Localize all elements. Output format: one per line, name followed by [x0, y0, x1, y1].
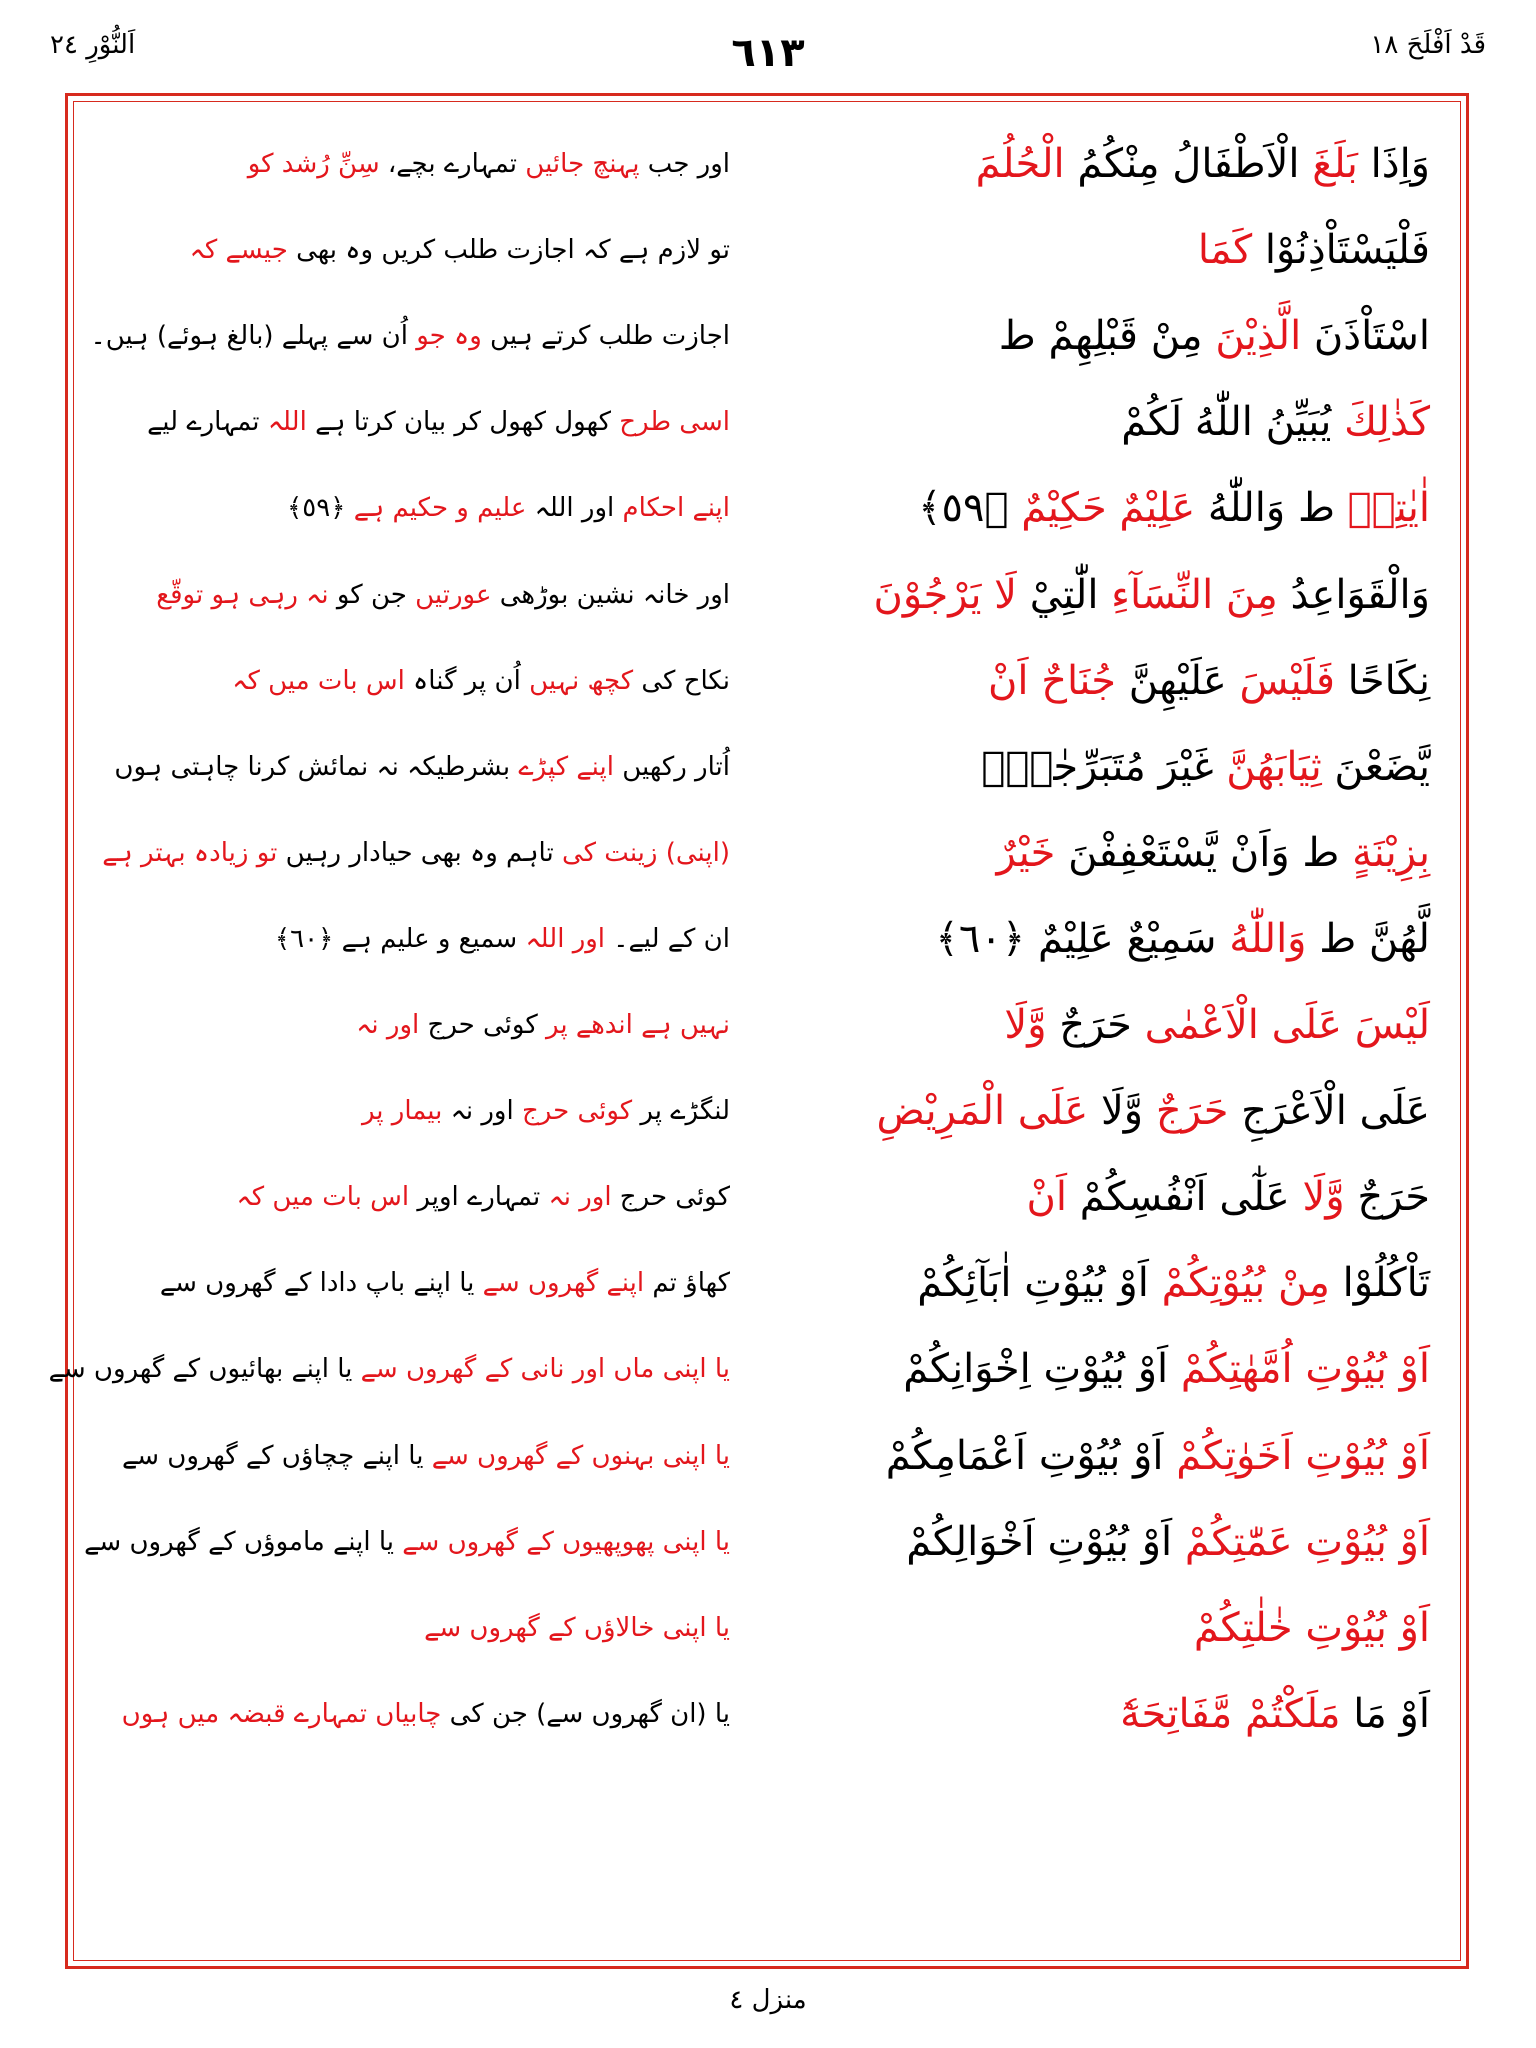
arabic-text-segment: اَوْ بُيُوْتِ اُمَّهٰتِكُمْ: [1180, 1346, 1430, 1393]
urdu-text-segment: سمیع و علیم ہے ﴿٦٠﴾: [274, 923, 526, 954]
arabic-text-segment: لَيْسَ عَلَى الْاَعْمٰى: [1144, 1002, 1430, 1048]
arabic-text-segment: مَلَكْتُمْ مَّفَاتِحَهٗٓ: [1120, 1690, 1341, 1737]
urdu-translation-line: [48, 1329, 730, 1409]
urdu-translation-line: [100, 1416, 730, 1496]
arabic-text-segment: يُبَيِّنُ اللّٰهُ لَكُمْ: [1121, 399, 1345, 446]
arabic-text-segment: مِنْ قَبْلِهِمْ ط: [998, 313, 1216, 360]
urdu-text-segment: اور نہ: [548, 1182, 612, 1213]
urdu-text-segment: جیسے کہ: [189, 235, 288, 266]
urdu-translation-line: [100, 555, 730, 635]
arabic-text-segment: كَمَا: [1197, 227, 1253, 274]
arabic-verse-line: [750, 1416, 1430, 1496]
juz-name-header: قَدْ اَفْلَحَ ١٨: [1370, 30, 1486, 60]
urdu-text-segment: یا اپنی پھوپھیوں کے گھروں سے: [402, 1526, 730, 1557]
verse-row: [100, 813, 1430, 893]
urdu-text-segment: اللہ: [267, 407, 307, 438]
arabic-verse-line: [750, 124, 1430, 204]
arabic-text-segment: بَلَغَ: [1299, 141, 1358, 187]
manzil-footer: منزل ٤: [729, 1985, 807, 2015]
verse-row: [100, 210, 1430, 290]
verse-row: [100, 899, 1430, 979]
urdu-text-segment: اپنے احکام: [622, 493, 730, 524]
arabic-text-segment: خَيْرٌ: [996, 829, 1056, 876]
arabic-verse-line: [750, 382, 1430, 462]
arabic-text-segment: فَلَيْسَ: [1239, 657, 1335, 704]
urdu-text-segment: (اپنی) زینت کی: [561, 837, 730, 868]
arabic-text-segment: اَوْ بُيُوْتِ عَمّٰتِكُمْ: [1184, 1518, 1430, 1565]
urdu-text-segment: یا اپنی ماں اور نانی کے گھروں سے: [360, 1354, 730, 1385]
verse-row: [100, 1243, 1430, 1323]
arabic-text-segment: اَوْ مَا: [1340, 1690, 1430, 1737]
arabic-text-segment: وَّلَا: [1302, 1174, 1345, 1221]
urdu-translation-line: [100, 1071, 730, 1151]
arabic-text-segment: ﴿٥٩﴾: [918, 485, 1022, 532]
arabic-text-segment: اَوْ بُيُوْتِ اَعْمَامِكُمْ: [885, 1432, 1177, 1479]
arabic-text-segment: عَلَى الْاَعْرَجِ: [1228, 1088, 1430, 1135]
arabic-text-segment: اسْتَاْذَنَ: [1301, 313, 1430, 360]
urdu-text-segment: سِنِّ رُشد کو: [247, 149, 380, 179]
verse-row: [84, 1502, 1430, 1582]
page-header: [50, 30, 1486, 78]
arabic-verse-line: [750, 641, 1430, 721]
arabic-verse-line: [750, 468, 1430, 548]
urdu-translation-line: [100, 1588, 730, 1668]
arabic-verse-line: [750, 296, 1430, 376]
arabic-text-segment: كَذٰلِكَ: [1344, 399, 1430, 446]
arabic-text-segment: مِنْ بُيُوْتِكُمْ: [1161, 1260, 1330, 1307]
urdu-text-segment: علیم و حکیم ہے: [353, 493, 527, 524]
urdu-text-segment: لنگڑے پر: [632, 1096, 730, 1127]
urdu-text-segment: اور جب: [639, 149, 730, 179]
arabic-text-segment: ط وَاَنْ يَّسْتَعْفِفْنَ: [1055, 829, 1353, 876]
arabic-text-segment: لَا يَرْجُوْنَ: [873, 571, 1017, 618]
page-number: ٦١٣: [731, 30, 805, 76]
urdu-text-segment: یا اپنے ماموؤں کے گھروں سے: [84, 1526, 403, 1557]
arabic-text-segment: حَرَجٌ: [1046, 1002, 1145, 1048]
urdu-text-segment: اور خانہ نشین بوڑھی: [491, 579, 730, 610]
arabic-text-segment: الْحُلُمَ: [975, 141, 1065, 187]
urdu-text-segment: تمہارے اوپر: [409, 1182, 549, 1213]
verse-row: [100, 124, 1430, 204]
arabic-text-segment: حَرَجٌ: [1155, 1088, 1229, 1135]
arabic-text-segment: غَيْرَ مُتَبَرِّجٰتٍۭ: [981, 743, 1227, 790]
urdu-text-segment: کھاؤ تم: [644, 1268, 730, 1299]
arabic-text-segment: اَوْ بُيُوْتِ اِخْوَانِكُمْ: [903, 1346, 1181, 1393]
arabic-text-segment: ط وَاللّٰهُ: [1195, 485, 1348, 532]
arabic-verse-line: [750, 899, 1430, 979]
arabic-verse-line: [750, 1674, 1430, 1754]
urdu-text-segment: اور اللہ: [526, 493, 623, 524]
verse-row: [100, 641, 1430, 721]
arabic-text-segment: الَّذِيْنَ: [1215, 313, 1302, 360]
arabic-text-segment: الْاَطْفَالُ مِنْكُمُ: [1064, 141, 1300, 187]
urdu-text-segment: اسی طرح: [619, 407, 730, 438]
urdu-text-segment: اور اللہ: [525, 923, 606, 954]
urdu-text-segment: ﴿٥٩﴾: [287, 493, 354, 524]
arabic-text-segment: لَّهُنَّ ط: [1306, 915, 1430, 962]
urdu-text-segment: اُن پر گناہ: [404, 665, 530, 696]
arabic-text-segment: وَالْقَوَاعِدُ: [1277, 571, 1430, 618]
arabic-verse-line: [750, 210, 1430, 290]
urdu-translation-line: [100, 641, 730, 721]
arabic-verse-line: [750, 1329, 1430, 1409]
arabic-verse-line: [750, 1588, 1430, 1668]
urdu-translation-line: [100, 210, 730, 290]
urdu-text-segment: کوئی حرج: [521, 1096, 633, 1127]
arabic-text-segment: وَّلَا: [1004, 1002, 1047, 1048]
arabic-text-segment: اَنْ: [1026, 1174, 1068, 1221]
verse-row: [100, 468, 1430, 548]
arabic-text-segment: جُنَاحٌ اَنْ: [988, 657, 1117, 704]
urdu-text-segment: تاہم وہ بھی حیادار رہیں: [277, 837, 562, 868]
verse-row: [100, 1157, 1430, 1237]
arabic-verse-line: [750, 1157, 1430, 1237]
urdu-text-segment: یا اپنے چچاؤں کے گھروں سے: [122, 1440, 432, 1471]
urdu-translation-line: [100, 1157, 730, 1237]
arabic-verse-line: [750, 1071, 1430, 1151]
urdu-text-segment: پہنچ جائیں: [525, 149, 640, 179]
arabic-verse-line: [750, 1243, 1430, 1323]
urdu-text-segment: اپنے کپڑے: [518, 751, 614, 782]
arabic-text-segment: عَلِيْمٌ حَكِيْمٌ: [1021, 485, 1196, 532]
urdu-text-segment: تو زیادہ بہتر ہے: [102, 837, 278, 868]
urdu-translation-line: [90, 296, 730, 376]
urdu-text-segment: کھول کھول کر بیان کرتا ہے: [306, 407, 620, 438]
verse-row: [100, 1071, 1430, 1151]
verse-row: [100, 727, 1430, 807]
urdu-text-segment: تو لازم ہے کہ اجازت طلب کریں وہ بھی: [287, 235, 730, 266]
urdu-text-segment: اور نہ: [442, 1096, 522, 1127]
urdu-text-segment: یا اپنے بھائیوں کے گھروں سے: [48, 1354, 361, 1385]
arabic-text-segment: وَّلَا: [1088, 1088, 1156, 1135]
urdu-translation-line: [84, 1502, 730, 1582]
urdu-translation-line: [100, 124, 730, 204]
urdu-text-segment: وہ جو: [416, 321, 482, 352]
arabic-text-segment: سَمِيْعٌ عَلِيْمٌ ﴿٦٠﴾: [935, 915, 1230, 962]
arabic-text-segment: يَّضَعْنَ: [1321, 743, 1430, 790]
urdu-text-segment: بیمار پر: [361, 1096, 443, 1127]
urdu-text-segment: اس بات میں کہ: [232, 665, 405, 696]
verse-row: [100, 1416, 1430, 1496]
verse-row: [90, 296, 1430, 376]
verse-row: [100, 555, 1430, 635]
urdu-text-segment: بشرطیکہ نہ نمائش کرنا چاہتی ہوں: [114, 751, 519, 782]
urdu-text-segment: کوئی حرج: [611, 1182, 730, 1213]
arabic-verse-line: [750, 727, 1430, 807]
arabic-verse-line: [750, 813, 1430, 893]
arabic-text-segment: اَوْ بُيُوْتِ اٰبَآئِكُمْ: [917, 1260, 1162, 1307]
arabic-text-segment: تَاْكُلُوْا: [1329, 1260, 1430, 1307]
arabic-verse-line: [750, 555, 1430, 635]
arabic-text-segment: مِنَ النِّسَآءِ: [1111, 571, 1278, 618]
urdu-translation-line: [100, 382, 730, 462]
urdu-translation-line: [100, 985, 730, 1065]
urdu-text-segment: نہ رہی ہو توقّع: [156, 579, 329, 610]
urdu-text-segment: یا اپنی خالاؤں کے گھروں سے: [424, 1612, 730, 1643]
verse-row: [100, 1588, 1430, 1668]
arabic-text-segment: الّٰتِيْ: [1017, 571, 1112, 618]
verse-row: [100, 382, 1430, 462]
arabic-text-segment: وَاِذَا: [1357, 141, 1430, 187]
urdu-text-segment: یا (ان گھروں سے) جن کی: [441, 1698, 730, 1729]
urdu-text-segment: عورتیں: [415, 579, 492, 610]
surah-name-header: اَلنُّوْرِ ٢٤: [50, 30, 136, 60]
urdu-translation-line: [100, 899, 730, 979]
verse-row: [48, 1329, 1430, 1409]
verse-row: [100, 1674, 1430, 1754]
arabic-text-segment: بِزِيْنَةٍ: [1352, 829, 1430, 876]
arabic-text-segment: عَلَيْهِنَّ: [1116, 657, 1240, 704]
urdu-translation-line: [100, 1674, 730, 1754]
urdu-text-segment: اور نہ: [356, 1010, 420, 1040]
urdu-translation-line: [100, 813, 730, 893]
urdu-text-segment: اپنے گھروں سے: [482, 1268, 645, 1299]
arabic-text-segment: وَاللّٰهُ: [1229, 915, 1307, 962]
arabic-text-segment: اٰيٰتِهٖ: [1347, 485, 1430, 532]
urdu-text-segment: جن کو: [328, 579, 416, 610]
arabic-text-segment: نِكَاحًا: [1334, 657, 1430, 704]
urdu-text-segment: اُتار رکھیں: [613, 751, 730, 782]
urdu-text-segment: تمہارے لیے: [147, 407, 268, 438]
urdu-translation-line: [100, 1243, 730, 1323]
arabic-text-segment: عَلٰٓى اَنْفُسِكُمْ: [1067, 1174, 1303, 1221]
arabic-text-segment: اَوْ بُيُوْتِ اَخْوَالِكُمْ: [906, 1518, 1185, 1565]
urdu-translation-line: [100, 468, 730, 548]
urdu-text-segment: کچھ نہیں: [529, 665, 634, 696]
arabic-verse-line: [750, 985, 1430, 1065]
urdu-text-segment: نکاح کی: [633, 665, 730, 696]
arabic-text-segment: عَلَى الْمَرِيْضِ: [876, 1088, 1089, 1135]
urdu-text-segment: یا اپنی بہنوں کے گھروں سے: [431, 1440, 730, 1471]
urdu-text-segment: نہیں ہے اندھے پر: [545, 1010, 730, 1040]
urdu-text-segment: ان کے لیے۔: [605, 923, 730, 954]
arabic-text-segment: اَوْ بُيُوْتِ خٰلٰتِكُمْ: [1193, 1604, 1430, 1651]
arabic-text-segment: ثِيَابَهُنَّ: [1226, 743, 1322, 790]
urdu-text-segment: تمہارے بچے،: [379, 149, 526, 179]
urdu-text-segment: اس بات میں کہ: [236, 1182, 410, 1213]
arabic-text-segment: حَرَجٌ: [1344, 1174, 1430, 1221]
urdu-text-segment: اجازت طلب کرتے ہیں: [481, 321, 730, 352]
verse-row: [100, 985, 1430, 1065]
arabic-text-segment: اَوْ بُيُوْتِ اَخَوٰتِكُمْ: [1176, 1432, 1430, 1479]
urdu-text-segment: چابیاں تمہارے قبضہ میں ہوں: [121, 1698, 442, 1729]
arabic-verse-line: [750, 1502, 1430, 1582]
arabic-text-segment: فَلْيَسْتَاْذِنُوْا: [1252, 227, 1430, 274]
urdu-text-segment: اُن سے پہلے (بالغ ہوئے) ہیں۔: [90, 321, 417, 352]
urdu-text-segment: یا اپنے باپ دادا کے گھروں سے: [159, 1268, 483, 1299]
urdu-translation-line: [100, 727, 730, 807]
urdu-text-segment: کوئی حرج: [419, 1010, 546, 1040]
